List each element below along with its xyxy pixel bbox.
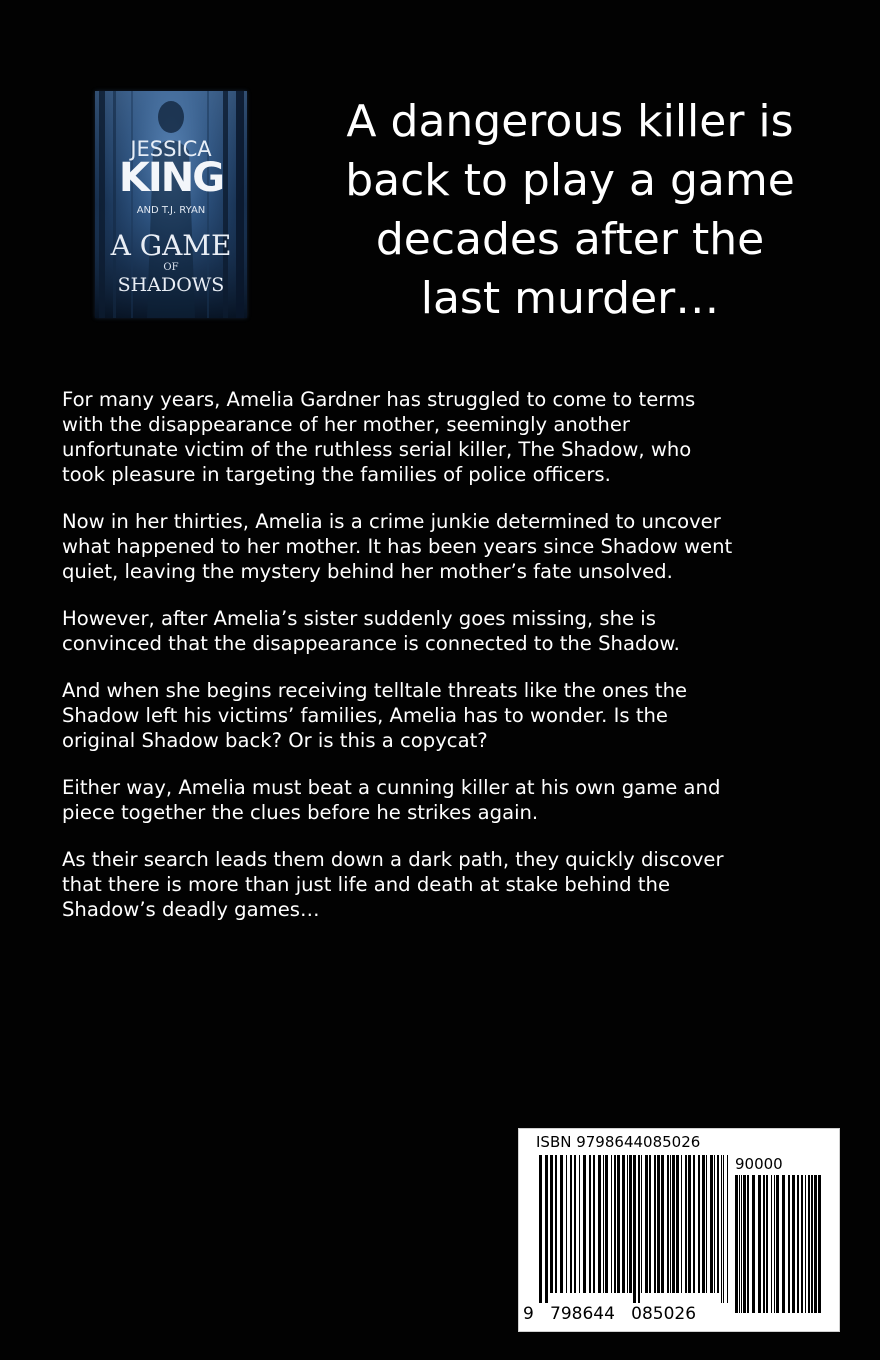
blurb-line: Shadow’s deadly games… bbox=[62, 898, 320, 921]
blurb-line: Either way, Amelia must beat a cunning killer at his own game and bbox=[62, 776, 721, 799]
book-blurb bbox=[62, 387, 832, 944]
barcode-bar bbox=[805, 1175, 806, 1313]
blurb-line: that there is more than just life and death at stake behind the bbox=[62, 873, 671, 896]
blurb-paragraph bbox=[62, 509, 832, 584]
barcode-bar bbox=[739, 1175, 740, 1313]
blurb-line: original Shadow back? Or is this a copycat? bbox=[62, 729, 488, 752]
barcode-bar bbox=[717, 1155, 719, 1293]
blurb-line: what happened to her mother. It has been years since Shadow went bbox=[62, 535, 733, 558]
blurb-line: As their search leads them down a dark path, they quickly discover bbox=[62, 848, 724, 871]
blurb-line: And when she begins receiving telltale threats like the ones the bbox=[62, 679, 688, 702]
blurb-paragraph bbox=[62, 606, 832, 656]
barcode-bar bbox=[801, 1175, 803, 1313]
barcode-bar bbox=[702, 1155, 705, 1293]
barcode-bar bbox=[792, 1175, 795, 1313]
cover-title-line2: OF bbox=[163, 262, 179, 273]
barcode-bar bbox=[714, 1155, 715, 1293]
barcode-bar bbox=[774, 1175, 775, 1313]
barcode-bar bbox=[654, 1155, 656, 1293]
barcode-bar bbox=[579, 1155, 580, 1293]
barcode-bar bbox=[566, 1155, 567, 1293]
cover-title-line3: SHADOWS bbox=[117, 274, 225, 296]
barcode-bar bbox=[633, 1155, 636, 1303]
isbn-barcode bbox=[518, 1128, 840, 1332]
barcode-bar bbox=[593, 1155, 595, 1293]
barcode-bar bbox=[661, 1155, 664, 1293]
barcode-bar bbox=[645, 1155, 648, 1293]
price-code: 90000 bbox=[735, 1155, 783, 1173]
barcode-bar bbox=[676, 1155, 679, 1293]
blurb-paragraph bbox=[62, 387, 832, 487]
blurb-line: convinced that the disappearance is connected to the Shadow. bbox=[62, 632, 680, 655]
barcode-bar bbox=[693, 1155, 695, 1293]
blurb-line: piece together the clues before he strikes again. bbox=[62, 801, 539, 824]
headline-line: A dangerous killer is bbox=[346, 96, 794, 147]
headline-line: decades after the bbox=[375, 214, 765, 265]
barcode-bar bbox=[605, 1155, 608, 1293]
barcode-bar bbox=[710, 1155, 713, 1293]
barcode-bar bbox=[570, 1155, 572, 1293]
headline-line: last murder… bbox=[420, 273, 720, 324]
barcode-bar bbox=[611, 1155, 612, 1293]
blurb-line: However, after Amelia’s sister suddenly goes missing, she is bbox=[62, 607, 656, 630]
barcode-bar bbox=[627, 1155, 628, 1293]
barcode-bar bbox=[723, 1155, 724, 1303]
barcode-bar bbox=[574, 1155, 576, 1293]
barcode-bar bbox=[617, 1155, 620, 1293]
barcode-bar bbox=[735, 1175, 738, 1313]
barcode-bar bbox=[622, 1155, 625, 1293]
barcode-bar bbox=[721, 1155, 722, 1303]
barcode-bar bbox=[766, 1175, 768, 1313]
barcode-bar bbox=[649, 1155, 651, 1293]
barcode-bar bbox=[797, 1175, 799, 1313]
headline-line: back to play a game bbox=[345, 155, 795, 206]
blurb-line: with the disappearance of her mother, seemingly another bbox=[62, 413, 630, 436]
barcode-bar bbox=[771, 1175, 772, 1313]
barcode-bar bbox=[706, 1155, 707, 1293]
barcode-bar bbox=[776, 1175, 779, 1313]
barcode-bar bbox=[589, 1155, 591, 1293]
barcode-bar bbox=[814, 1175, 817, 1313]
barcode-bar bbox=[583, 1155, 586, 1293]
isbn-label: ISBN 9798644085026 bbox=[536, 1133, 701, 1151]
barcode-bar bbox=[672, 1155, 675, 1293]
barcode-bar bbox=[598, 1155, 601, 1293]
barcode-bar bbox=[603, 1155, 604, 1293]
barcode-bar bbox=[657, 1155, 660, 1293]
blurb-line: unfortunate victim of the ruthless serial killer, The Shadow, who bbox=[62, 438, 692, 461]
barcode-bar bbox=[808, 1175, 810, 1313]
cover-author-first-name: JESSICA bbox=[130, 137, 212, 161]
barcode-bar bbox=[629, 1155, 632, 1293]
barcode-bar bbox=[747, 1175, 749, 1313]
headline-tagline bbox=[300, 92, 840, 328]
barcode-bar bbox=[614, 1155, 616, 1293]
barcode-bar bbox=[727, 1155, 728, 1303]
barcode-bar bbox=[688, 1155, 691, 1293]
barcode-bar bbox=[698, 1155, 700, 1293]
barcode-bar bbox=[555, 1155, 557, 1293]
barcode-bar bbox=[752, 1175, 755, 1313]
barcode-bar bbox=[782, 1175, 785, 1313]
barcode-bar bbox=[818, 1175, 821, 1313]
blurb-line: quiet, leaving the mystery behind her mother’s fate unsolved. bbox=[62, 560, 673, 583]
barcode-bar bbox=[638, 1155, 640, 1303]
barcode-bar bbox=[741, 1175, 742, 1313]
blurb-line: Now in her thirties, Amelia is a crime junkie determined to uncover bbox=[62, 510, 721, 533]
barcode-bar bbox=[743, 1175, 746, 1313]
blurb-paragraph bbox=[62, 847, 832, 922]
barcode-bars bbox=[519, 1129, 839, 1331]
barcode-bar bbox=[539, 1155, 542, 1303]
barcode-bar bbox=[681, 1155, 682, 1293]
barcode-bar bbox=[811, 1175, 813, 1313]
barcode-bar bbox=[758, 1175, 761, 1313]
barcode-bar bbox=[641, 1155, 642, 1293]
barcode-bar bbox=[545, 1155, 548, 1303]
cover-title-line1: A GAME bbox=[110, 229, 232, 262]
blurb-paragraph bbox=[62, 678, 832, 753]
blurb-line: For many years, Amelia Gardner has struggled to come to terms bbox=[62, 388, 696, 411]
barcode-bar bbox=[667, 1155, 669, 1293]
barcode-bar bbox=[550, 1155, 553, 1293]
barcode-bar bbox=[560, 1155, 563, 1293]
cover-author-last-name: KING bbox=[118, 155, 224, 201]
barcode-bar bbox=[685, 1155, 687, 1293]
blurb-line: took pleasure in targeting the families of police officers. bbox=[62, 463, 611, 486]
book-cover-thumbnail bbox=[95, 91, 247, 318]
barcode-bar bbox=[788, 1175, 790, 1313]
cover-coauthor: AND T.J. RYAN bbox=[136, 205, 206, 216]
barcode-bar bbox=[670, 1155, 671, 1293]
blurb-line: Shadow left his victims’ families, Amelia has to wonder. Is the bbox=[62, 704, 668, 727]
barcode-digits: 9 798644 085026 bbox=[523, 1304, 697, 1324]
blurb-paragraph bbox=[62, 775, 832, 825]
barcode-bar bbox=[763, 1175, 765, 1313]
